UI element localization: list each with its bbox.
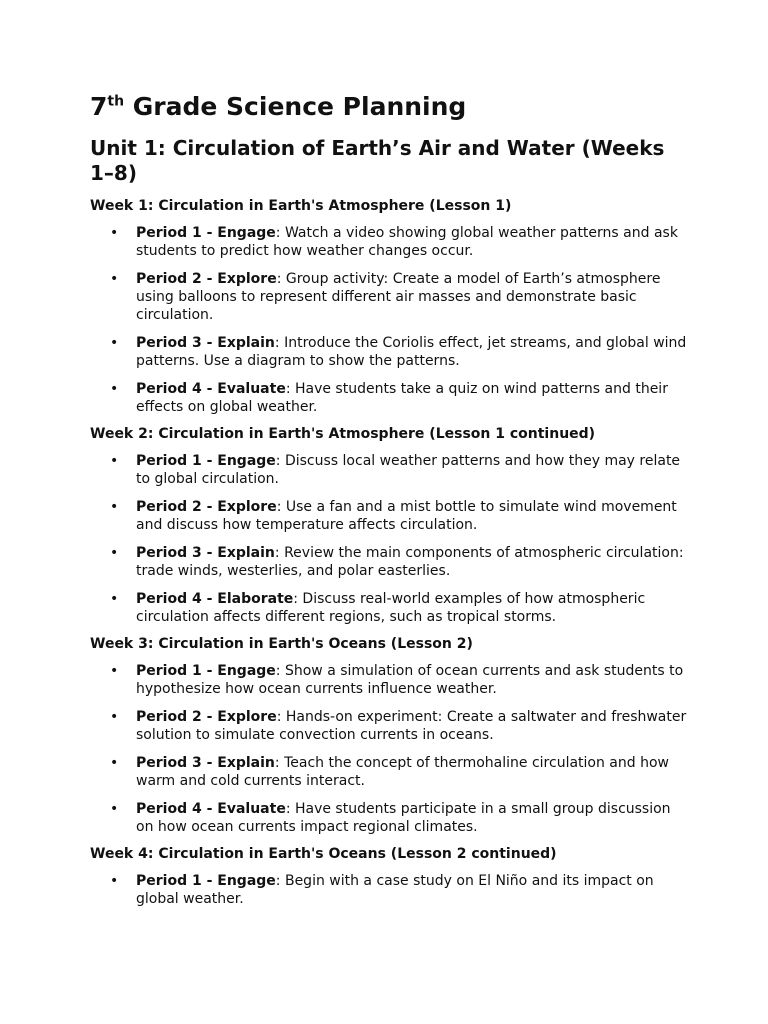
bullet-icon: • xyxy=(110,663,119,679)
period-description: : Teach the concept of thermohaline circulation and how warm and cold currents interact. xyxy=(136,755,669,789)
period-item xyxy=(90,872,690,908)
bullet-icon: • xyxy=(110,225,119,241)
bullet-icon: • xyxy=(110,709,119,725)
period-description: : Hands-on experiment: Create a saltwater and freshwater solution to simulate convection currents in oceans. xyxy=(136,709,687,743)
bullet-icon: • xyxy=(110,271,119,287)
period-description: : Discuss local weather patterns and how they may relate to global circulation. xyxy=(136,453,681,487)
period-description: : Use a fan and a mist bottle to simulate wind movement and discuss how temperature affects circulation. xyxy=(136,499,677,533)
unit-title: Unit 1: Circulation of Earth’s Air and Water (Weeks 1–8) xyxy=(90,136,665,185)
period-description: : Group activity: Create a model of Earth’s atmosphere using balloons to represent different air masses and demonstrate basic circulation. xyxy=(136,271,661,323)
period-label: Period 2 - Explore xyxy=(136,499,277,515)
bullet-icon: • xyxy=(110,591,119,607)
week-heading: Week 3: Circulation in Earth's Oceans (Lesson 2) xyxy=(90,636,473,652)
period-label: Period 4 - Elaborate xyxy=(136,591,294,607)
bullet-icon: • xyxy=(110,873,119,889)
period-description: : Have students participate in a small group discussion on how ocean currents impact regional climates. xyxy=(136,801,671,835)
title-rest: Grade Science Planning xyxy=(124,92,467,121)
period-item xyxy=(90,544,690,580)
period-list xyxy=(90,662,690,836)
week-heading: Week 4: Circulation in Earth's Oceans (Lesson 2 continued) xyxy=(90,846,557,862)
period-list xyxy=(90,224,690,416)
period-item xyxy=(90,708,690,744)
period-description: : Introduce the Coriolis effect, jet streams, and global wind patterns. Use a diagram to show the patterns. xyxy=(136,335,687,369)
period-item xyxy=(90,800,690,836)
period-description: : Discuss real-world examples of how atmospheric circulation affects different regions, such as tropical storms. xyxy=(136,591,646,625)
period-label: Period 1 - Engage xyxy=(136,225,276,241)
period-label: Period 1 - Engage xyxy=(136,873,276,889)
bullet-icon: • xyxy=(110,755,119,771)
bullet-icon: • xyxy=(110,453,119,469)
period-label: Period 2 - Explore xyxy=(136,709,277,725)
week-heading: Week 1: Circulation in Earth's Atmosphere (Lesson 1) xyxy=(90,198,512,214)
period-description: : Show a simulation of ocean currents and ask students to hypothesize how ocean currents influence weather. xyxy=(136,663,684,697)
period-description: : Have students take a quiz on wind patterns and their effects on global weather. xyxy=(136,381,668,415)
period-label: Period 1 - Engage xyxy=(136,663,276,679)
bullet-icon: • xyxy=(110,545,119,561)
weeks-container xyxy=(90,196,690,916)
period-item xyxy=(90,270,690,324)
period-label: Period 2 - Explore xyxy=(136,271,277,287)
period-description: : Begin with a case study on El Niño and its impact on global weather. xyxy=(136,873,654,907)
period-label: Period 3 - Explain xyxy=(136,545,275,561)
bullet-icon: • xyxy=(110,335,119,351)
title-number: 7 xyxy=(90,92,108,121)
period-item xyxy=(90,380,690,416)
page-title xyxy=(90,88,466,126)
period-item xyxy=(90,334,690,370)
week-heading: Week 2: Circulation in Earth's Atmosphere (Lesson 1 continued) xyxy=(90,426,596,442)
bullet-icon: • xyxy=(110,801,119,817)
period-label: Period 1 - Engage xyxy=(136,453,276,469)
period-description: : Watch a video showing global weather patterns and ask students to predict how weather changes occur. xyxy=(136,225,678,259)
period-description: : Review the main components of atmospheric circulation: trade winds, westerlies, and polar easterlies. xyxy=(136,545,684,579)
title-superscript: th xyxy=(107,93,125,110)
period-item xyxy=(90,754,690,790)
period-item xyxy=(90,452,690,488)
period-list xyxy=(90,452,690,626)
bullet-icon: • xyxy=(110,381,119,397)
period-item xyxy=(90,590,690,626)
period-item xyxy=(90,662,690,698)
period-label: Period 3 - Explain xyxy=(136,335,275,351)
period-item xyxy=(90,498,690,534)
period-item xyxy=(90,224,690,260)
period-label: Period 4 - Evaluate xyxy=(136,801,286,817)
period-list xyxy=(90,872,690,908)
period-label: Period 4 - Evaluate xyxy=(136,381,286,397)
period-label: Period 3 - Explain xyxy=(136,755,275,771)
bullet-icon: • xyxy=(110,499,119,515)
